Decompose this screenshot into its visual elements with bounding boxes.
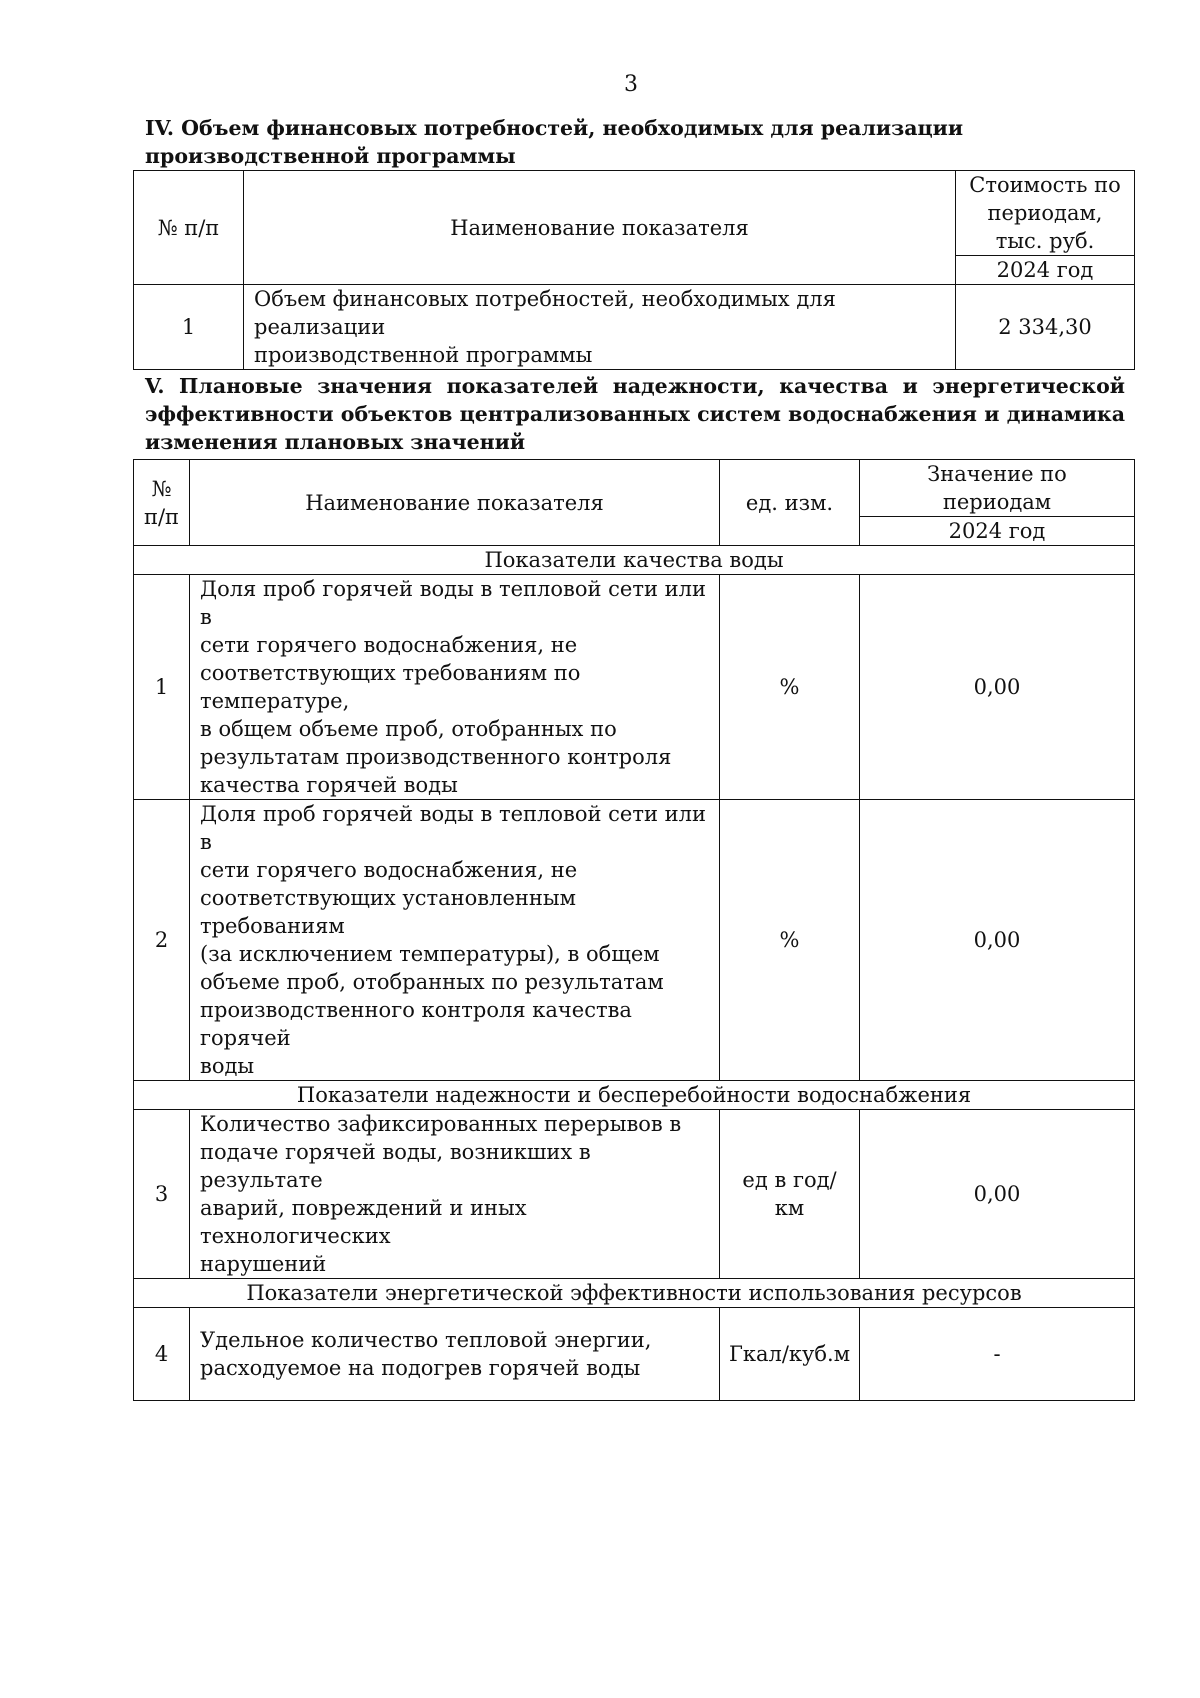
page-number: 3: [624, 72, 638, 97]
row-name-line: в общем объеме проб, отобранных по: [200, 717, 617, 741]
group-energy: Показатели энергетической эффективности использования ресурсов: [134, 1279, 1135, 1308]
header-value: Значение по периодам: [860, 460, 1135, 517]
row-unit: Гкал/куб.м: [720, 1308, 860, 1401]
row-name-line: аварий, повреждений и иных технологических: [200, 1196, 527, 1248]
header-cost-line1: Стоимость по: [969, 173, 1121, 197]
header-num: [134, 460, 190, 546]
row-value: 0,00: [860, 1110, 1135, 1279]
row-name-line: сети горячего водоснабжения, не: [200, 858, 578, 882]
group-quality: Показатели качества воды: [134, 546, 1135, 575]
header-cost: [956, 171, 1135, 256]
header-num-line2: п/п: [143, 504, 180, 529]
row-name-line: качества горячей воды: [200, 773, 458, 797]
indicators-table: [133, 459, 1135, 1401]
row-name: [190, 575, 720, 800]
row-name: [190, 1110, 720, 1279]
header-cost-line3: тыс. руб.: [995, 229, 1095, 253]
row-unit: %: [720, 800, 860, 1081]
row-value: 0,00: [860, 800, 1135, 1081]
table-row: [134, 1110, 1135, 1279]
row-name-line: соответствующих установленным требованиям: [200, 886, 576, 938]
row-name: [190, 1308, 720, 1401]
row-value: 0,00: [860, 575, 1135, 800]
row-name-line: Доля проб горячей воды в тепловой сети или в: [200, 802, 706, 854]
header-year: 2024 год: [956, 256, 1135, 285]
row-num: 1: [134, 285, 244, 370]
row-name-line: подаче горячей воды, возникших в результате: [200, 1140, 591, 1192]
row-name-line2: производственной программы: [254, 343, 593, 367]
header-year: 2024 год: [860, 517, 1135, 546]
row-num: 1: [134, 575, 190, 800]
header-unit: ед. изм.: [720, 460, 860, 546]
row-name-line: объеме проб, отобранных по результатам: [200, 970, 664, 994]
table-header-row: [134, 171, 1135, 256]
row-name-line: нарушений: [200, 1252, 327, 1276]
row-name: [190, 800, 720, 1081]
financial-needs-table: [133, 170, 1135, 370]
row-value: 2 334,30: [956, 285, 1135, 370]
row-name-line: результатам производственного контроля: [200, 745, 672, 769]
row-name-line: расходуемое на подогрев горячей воды: [200, 1356, 641, 1380]
section-5-heading: V. Плановые значения показателей надежности, качества и энергетической эффективности объектов централизованных систем водоснабжения и динамика изменения плановых значений: [145, 374, 1125, 454]
table-header-row: [134, 460, 1135, 517]
row-name-line1: Объем финансовых потребностей, необходимых для реализации: [254, 287, 836, 339]
row-num: 4: [134, 1308, 190, 1401]
row-value: -: [860, 1308, 1135, 1401]
row-unit-line1: ед в год/: [742, 1168, 837, 1192]
row-name-line: Удельное количество тепловой энергии,: [200, 1328, 652, 1352]
row-name-line: Количество зафиксированных перерывов в: [200, 1112, 682, 1136]
table-row: [134, 285, 1135, 370]
table-row: [134, 800, 1135, 1081]
group-row: [134, 546, 1135, 575]
header-name: Наименование показателя: [190, 460, 720, 546]
table-row: [134, 1308, 1135, 1401]
header-name: Наименование показателя: [244, 171, 956, 285]
row-name-line: сети горячего водоснабжения, не: [200, 633, 578, 657]
row-name: [244, 285, 956, 370]
row-name-line: Доля проб горячей воды в тепловой сети или в: [200, 577, 706, 629]
header-cost-line2: периодам,: [987, 201, 1103, 225]
group-reliability: Показатели надежности и бесперебойности водоснабжения: [134, 1081, 1135, 1110]
row-name-line: (за исключением температуры), в общем: [200, 942, 660, 966]
table-row: [134, 575, 1135, 800]
row-unit: [720, 1110, 860, 1279]
row-name-line: воды: [200, 1054, 255, 1078]
header-num-line1: №: [151, 476, 172, 501]
group-row: [134, 1279, 1135, 1308]
section-4-heading: IV. Объем финансовых потребностей, необходимых для реализации производственной программы: [145, 116, 964, 168]
row-name-line: производственного контроля качества горячей: [200, 998, 632, 1050]
row-num: 3: [134, 1110, 190, 1279]
row-name-line: соответствующих требованиям по температуре,: [200, 661, 581, 713]
row-unit-line2: км: [774, 1196, 805, 1220]
row-unit: %: [720, 575, 860, 800]
group-row: [134, 1081, 1135, 1110]
row-num: 2: [134, 800, 190, 1081]
header-num: № п/п: [134, 171, 244, 285]
